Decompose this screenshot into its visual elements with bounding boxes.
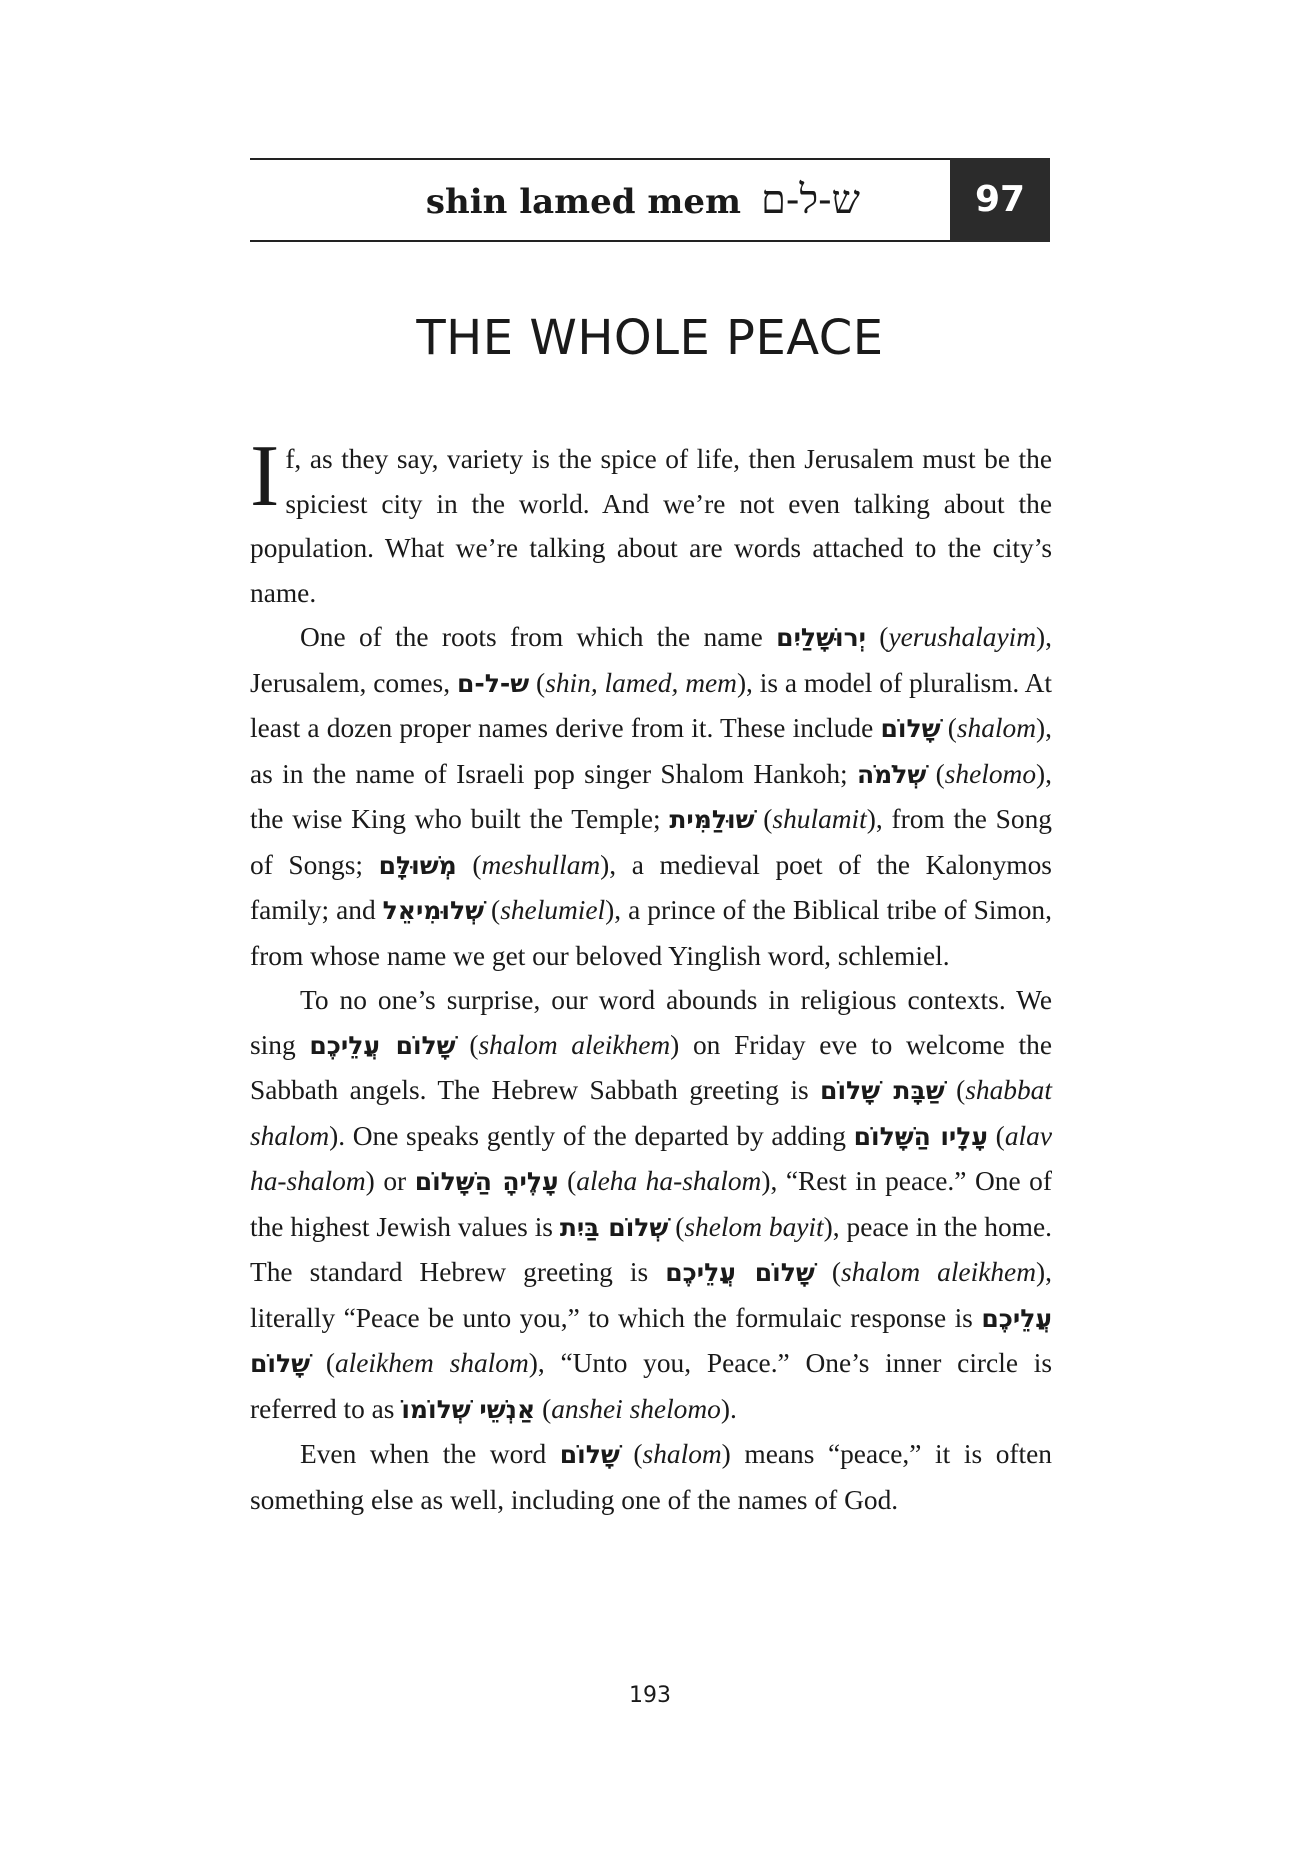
chapter-title: THE WHOLE PEACE bbox=[416, 310, 884, 366]
text-run: ( bbox=[944, 1075, 966, 1105]
chapter-number-badge: 97 bbox=[950, 158, 1050, 242]
text-run: ), is a model of pluralism. At least a dozen proper names derive from it. These include bbox=[250, 667, 1052, 743]
hebrew-term: אַנְשֵׁי שְׁלוֹמוֹ bbox=[401, 1394, 536, 1424]
hebrew-term: שָׁלוֹם עֲלֵיכֶם bbox=[665, 1258, 815, 1287]
text-run: ( bbox=[310, 1348, 335, 1378]
text-run: ), “Unto you, Peace.” One’s inner circle is referred to as bbox=[250, 1348, 1052, 1424]
text-run: ), Jerusalem, comes, bbox=[250, 622, 1052, 698]
paragraph bbox=[250, 1432, 1052, 1522]
text-run: ) or bbox=[365, 1166, 415, 1196]
text-run: ( bbox=[940, 713, 957, 743]
text-run: ), a prince of the Biblical tribe of Simon, from whose name we get our beloved Yinglish word, schlemiel. bbox=[250, 895, 1052, 971]
text-run: ( bbox=[456, 849, 482, 880]
hebrew-term: יְרוּשָׁלַיִם bbox=[776, 623, 866, 652]
text-run: ), literally “Peace be unto you,” to which the formulaic response is bbox=[250, 1257, 1052, 1333]
transliteration: yerushalayim bbox=[888, 622, 1037, 652]
running-head bbox=[250, 158, 1050, 242]
text-run: ( bbox=[926, 758, 945, 789]
text-run: ( bbox=[558, 1166, 577, 1196]
text-run: ), as in the name of Israeli pop singer Shalom Hankoh; bbox=[250, 713, 1052, 789]
hebrew-term: שְׁלוּמִיאֵל bbox=[382, 896, 485, 925]
running-head-hebrew-root: ש-ל-ם bbox=[760, 177, 860, 223]
hebrew-term: שָׁלוֹם bbox=[559, 1440, 620, 1469]
transliteration: shalom bbox=[642, 1439, 722, 1469]
drop-cap: I bbox=[250, 428, 280, 525]
transliteration: alav ha-shalom bbox=[250, 1120, 1052, 1196]
hebrew-term: שָׁלוֹם עֲלֵיכֶם bbox=[309, 1030, 456, 1060]
text-run: Even when the word bbox=[300, 1439, 560, 1469]
running-head-title bbox=[426, 160, 860, 240]
transliteration: shin, lamed, mem bbox=[545, 667, 737, 698]
transliteration: aleha ha-shalom bbox=[576, 1166, 762, 1196]
hebrew-term: שְׁלֹמֹה bbox=[856, 759, 927, 789]
text-run: ( bbox=[814, 1257, 841, 1287]
text-run: ) on Friday eve to welcome the Sabbath angels. The Hebrew Sabbath greeting is bbox=[250, 1029, 1052, 1105]
text-run: ), a medieval poet of the Kalonymos family; and bbox=[250, 849, 1052, 925]
transliteration: meshullam bbox=[481, 849, 601, 880]
paragraph bbox=[250, 615, 1052, 978]
text-run: ( bbox=[484, 895, 501, 925]
text-run: ). One speaks gently of the departed by adding bbox=[329, 1120, 854, 1151]
paragraph bbox=[250, 428, 1052, 615]
text-run: One of the roots from which the name bbox=[300, 622, 777, 652]
transliteration: shelumiel bbox=[500, 895, 606, 925]
transliteration: shalom aleikhem bbox=[478, 1029, 671, 1060]
text-run: ). bbox=[720, 1393, 737, 1424]
transliteration: shabbat shalom bbox=[250, 1075, 1052, 1151]
text-run: ( bbox=[535, 1393, 552, 1424]
text-run: ), “Rest in peace.” One of the highest Jewish values is bbox=[250, 1166, 1052, 1242]
transliteration: shalom aleikhem bbox=[840, 1257, 1036, 1287]
hebrew-term: שַׁבָּת שָׁלוֹם bbox=[820, 1076, 945, 1105]
text-run: ( bbox=[866, 622, 889, 652]
body-text bbox=[250, 428, 1052, 1522]
text-run: f, as they say, variety is the spice of life, then Jerusalem must be the spiciest city in the world. And we’re not even talking about the population. What we’re talking about are words attached to the city’s name. bbox=[250, 444, 1052, 608]
hebrew-term: עֲלֵיכֶם שָׁלוֹם bbox=[250, 1303, 1052, 1378]
paragraph bbox=[250, 978, 1052, 1432]
hebrew-term: מְשׁוּלָּם bbox=[378, 850, 457, 880]
hebrew-term: שׁוּלַמִּית bbox=[669, 805, 755, 834]
text-run: ( bbox=[754, 804, 773, 834]
transliteration: shulamit bbox=[772, 804, 867, 834]
text-run: ), the wise King who built the Temple; bbox=[250, 758, 1052, 834]
transliteration: shelomo bbox=[944, 758, 1037, 789]
hebrew-term: שְׁלוֹם בַּיִת bbox=[559, 1212, 669, 1242]
text-run: ( bbox=[529, 667, 546, 698]
hebrew-term: עָלָיו הַשָּׁלוֹם bbox=[853, 1121, 989, 1151]
text-run: ( bbox=[619, 1439, 643, 1469]
text-run: To no one’s surprise, our word abounds in religious contexts. We sing bbox=[250, 985, 1052, 1060]
text-run: ) means “peace,” it is often something else as well, including one of the names of God. bbox=[250, 1439, 1052, 1515]
transliteration: shelom bayit bbox=[684, 1211, 824, 1242]
page-number: 193 bbox=[629, 1683, 671, 1708]
text-run: ( bbox=[455, 1029, 479, 1060]
transliteration: shalom bbox=[956, 713, 1037, 743]
transliteration: anshei shelomo bbox=[551, 1393, 721, 1424]
text-run: ), from the Song of Songs; bbox=[250, 804, 1052, 880]
hebrew-term: עָלֶיהָ הַשָּׁלוֹם bbox=[414, 1167, 559, 1196]
transliteration: aleikhem shalom bbox=[334, 1348, 529, 1378]
text-run: ( bbox=[988, 1120, 1005, 1151]
hebrew-term: שָׁלוֹם bbox=[880, 714, 941, 743]
text-run: ), peace in the home. The standard Hebrew greeting is bbox=[250, 1211, 1052, 1287]
running-head-label: shin lamed mem bbox=[425, 182, 741, 222]
text-run: ( bbox=[668, 1211, 685, 1242]
hebrew-term: ש-ל-ם bbox=[456, 668, 530, 698]
